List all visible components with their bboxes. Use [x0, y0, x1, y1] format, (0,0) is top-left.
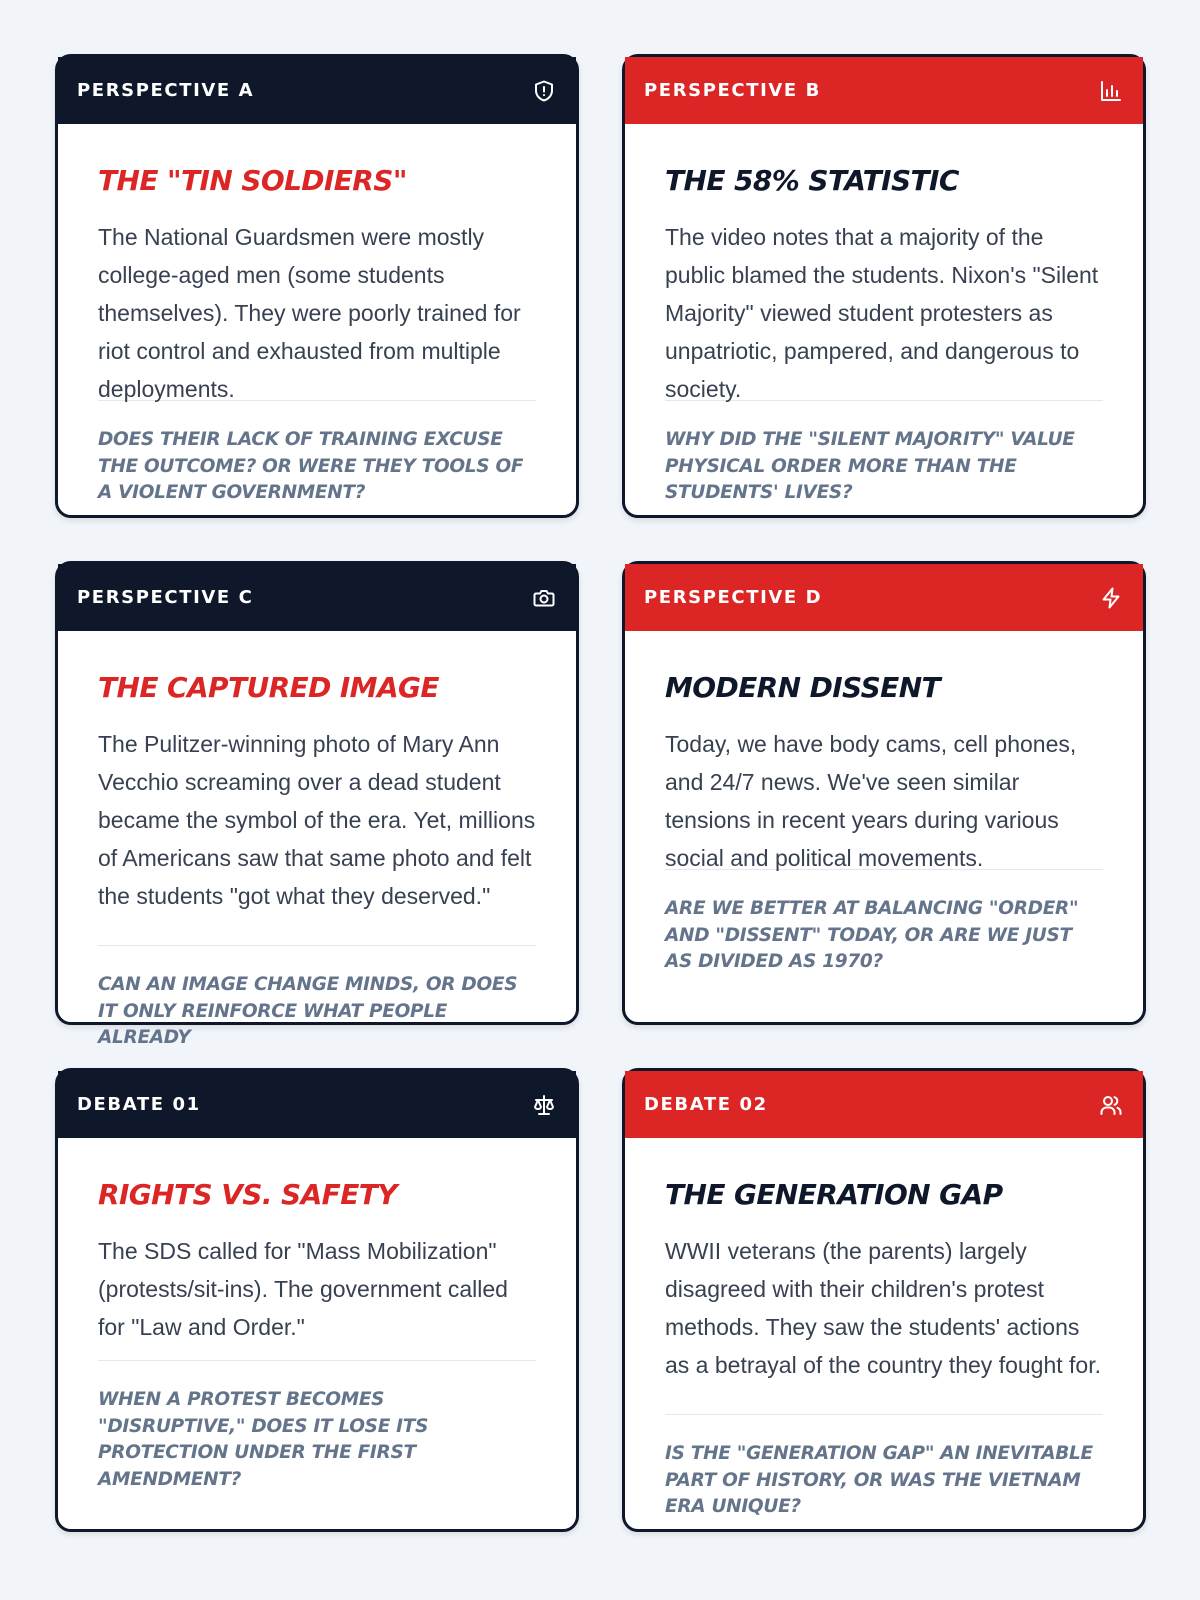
card-text: WWII veterans (the parents) largely disagreed with their children's protest methods. They saw the students' actions as a betrayal of the country they fought for.: [665, 1238, 1101, 1378]
card-body: [58, 124, 576, 507]
card-title: THE 58% STATISTIC: [665, 164, 959, 197]
card-perspective-d: [622, 561, 1146, 1025]
card-perspective-c: [55, 561, 579, 1048]
card-title: THE "TIN SOLDIERS": [98, 164, 407, 197]
card-text: The video notes that a majority of the public blamed the students. Nixon's "Silent Majority" viewed student protesters as unpatriotic, pampered, and dangerous to society.: [665, 224, 1099, 402]
bar-chart-icon: [1098, 78, 1124, 104]
card-body: [625, 1138, 1143, 1521]
card-label: PERSPECTIVE A: [77, 80, 255, 101]
card-title: THE CAPTURED IMAGE: [98, 671, 439, 704]
card-text-box: [98, 1232, 536, 1360]
card-body: [58, 631, 576, 1052]
card-title: RIGHTS VS. SAFETY: [98, 1178, 397, 1211]
card-body: [58, 1138, 576, 1493]
camera-icon: [531, 585, 557, 611]
card-title: THE GENERATION GAP: [665, 1178, 1003, 1211]
shield-icon: [531, 78, 557, 104]
card-question: CAN AN IMAGE CHANGE MINDS, OR DOES IT ONLY REINFORCE WHAT PEOPLE ALREADY: [98, 974, 518, 1048]
card-question: IS THE "GENERATION GAP" AN INEVITABLE PART OF HISTORY, OR WAS THE VIETNAM ERA UNIQUE?: [665, 1443, 1093, 1517]
card-label: DEBATE 02: [644, 1094, 768, 1115]
card-text-box: [98, 725, 536, 945]
card-perspective-b: [622, 54, 1146, 518]
card-text: The National Guardsmen were mostly college-aged men (some students themselves). They were poorly trained for riot control and exhausted from multiple deployments.: [98, 224, 521, 402]
card-label: PERSPECTIVE C: [77, 587, 254, 608]
card-text-box: [665, 1232, 1103, 1414]
card-text-box: [665, 725, 1103, 869]
card-question: DOES THEIR LACK OF TRAINING EXCUSE THE OUTCOME? OR WERE THEY TOOLS OF A VIOLENT GOVERNMENT?: [98, 429, 524, 503]
card-debate-02: [622, 1068, 1146, 1532]
card-text: Today, we have body cams, cell phones, and 24/7 news. We've seen similar tensions in recent years during various social and political movements.: [665, 731, 1077, 871]
card-perspective-a: [55, 54, 579, 518]
card-header: [58, 1071, 576, 1138]
card-label: DEBATE 01: [77, 1094, 201, 1115]
card-body: [625, 631, 1143, 976]
card-text: The SDS called for "Mass Mobilization" (protests/sit-ins). The government called for "Law and Order.": [98, 1238, 508, 1340]
card-label: PERSPECTIVE B: [644, 80, 821, 101]
card-body: [625, 124, 1143, 507]
card-header: [625, 57, 1143, 124]
scales-icon: [531, 1092, 557, 1118]
card-text: The Pulitzer-winning photo of Mary Ann Vecchio screaming over a dead student became the symbol of the era. Yet, millions of Americans saw that same photo and felt the students "got what they deserved.": [98, 731, 536, 909]
card-header: [58, 564, 576, 631]
lightning-icon: [1098, 585, 1124, 611]
card-text-box: [665, 218, 1103, 400]
users-icon: [1098, 1092, 1124, 1118]
card-label: PERSPECTIVE D: [644, 587, 823, 608]
card-question: ARE WE BETTER AT BALANCING "ORDER" AND "DISSENT" TODAY, OR ARE WE JUST AS DIVIDED AS 1970?: [665, 898, 1079, 972]
card-question: WHY DID THE "SILENT MAJORITY" VALUE PHYSICAL ORDER MORE THAN THE STUDENTS' LIVES?: [665, 429, 1075, 503]
card-question: WHEN A PROTEST BECOMES "DISRUPTIVE," DOES IT LOSE ITS PROTECTION UNDER THE FIRST AMENDMENT?: [98, 1389, 429, 1490]
card-header: [58, 57, 576, 124]
card-text-box: [98, 218, 536, 400]
card-debate-01: [55, 1068, 579, 1532]
card-header: [625, 1071, 1143, 1138]
card-title: MODERN DISSENT: [665, 671, 941, 704]
cards-grid: [55, 54, 1146, 1532]
card-header: [625, 564, 1143, 631]
